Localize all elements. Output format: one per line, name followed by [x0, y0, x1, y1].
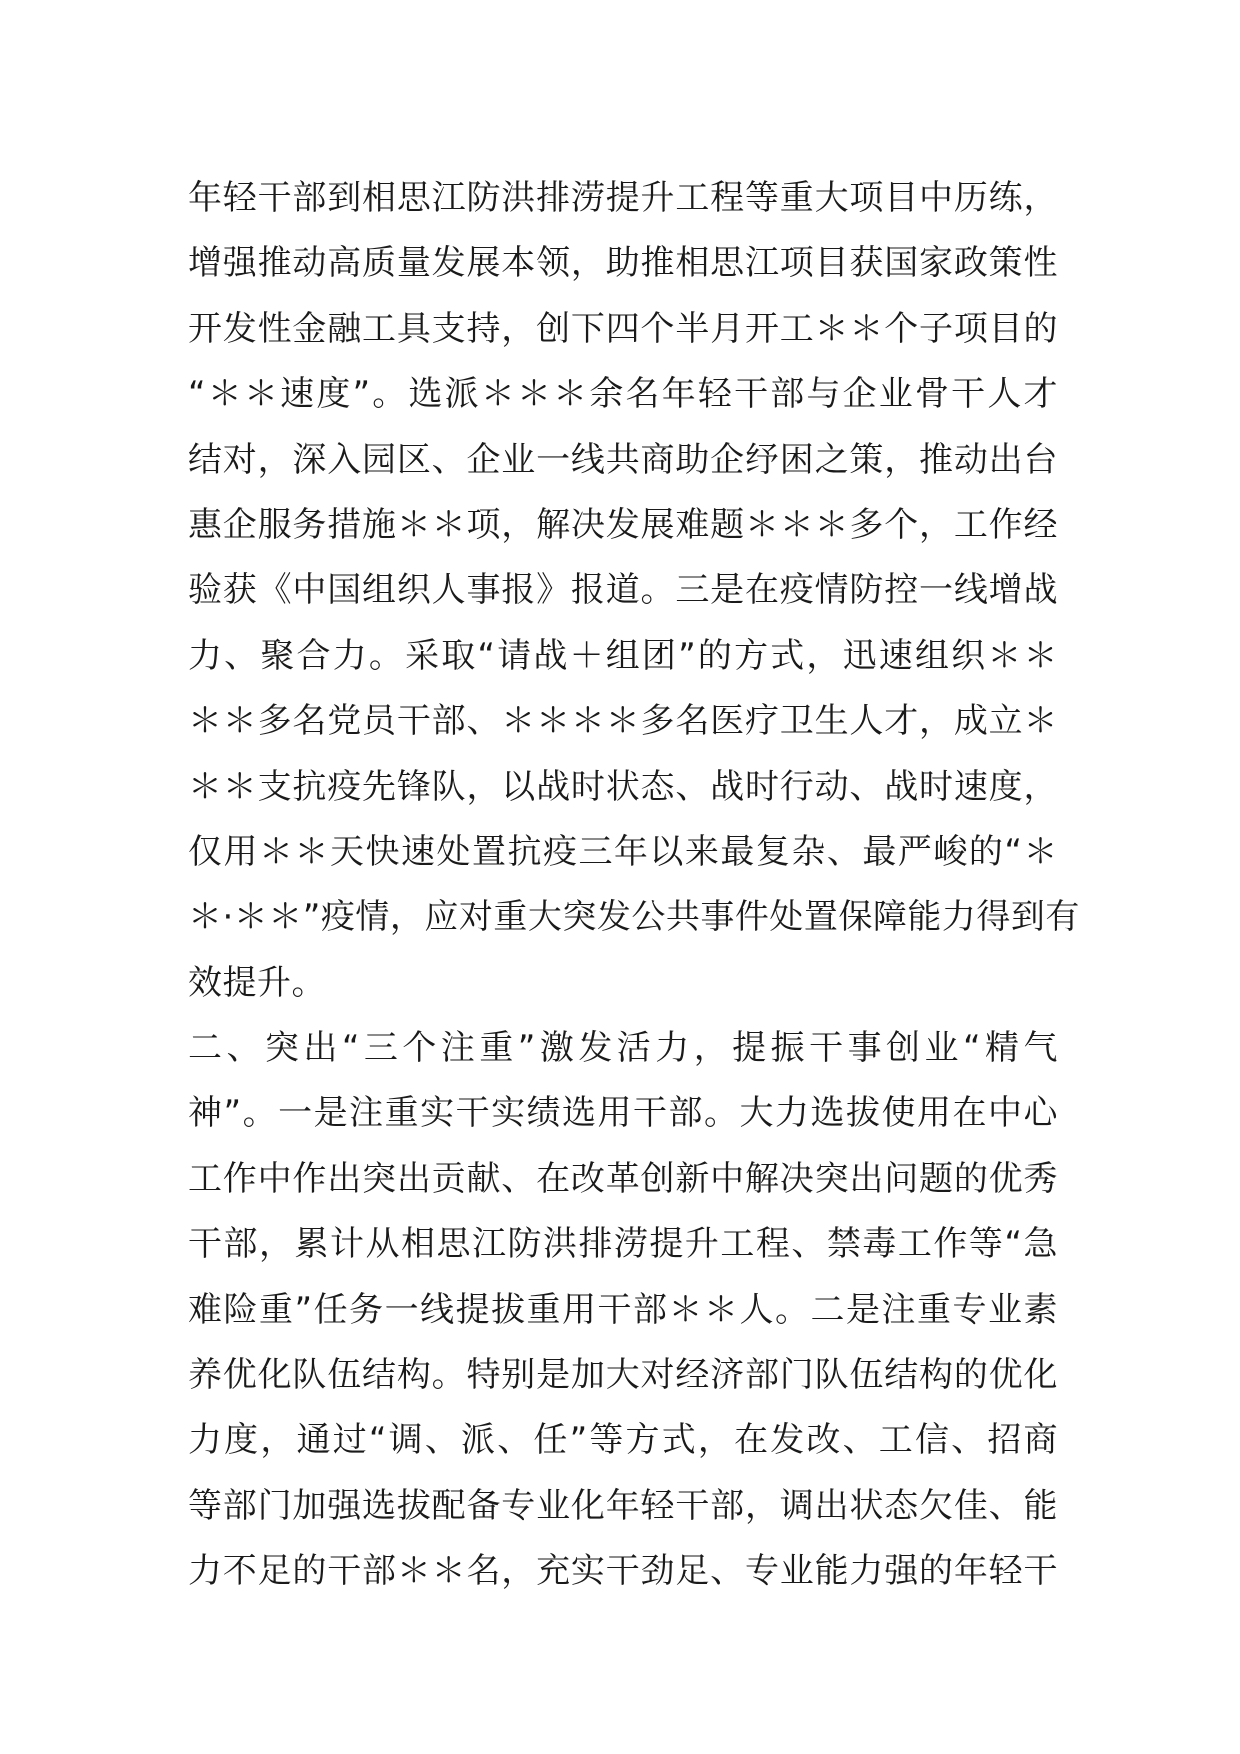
body-text	[188, 166, 1080, 1605]
text-line: 工作中作出突出贡献、在改革创新中解决突出问题的优秀	[188, 1158, 1058, 1199]
text-line: 增强推动高质量发展本领，助推相思江项目获国家政策性	[188, 243, 1058, 284]
text-line: 力、聚合力。采取“请战＋组团”的方式，迅速组织＊＊	[188, 635, 1058, 676]
text-line: 难险重”任务一线提拔重用干部＊＊人。二是注重专业素	[188, 1289, 1058, 1330]
text-line: 力不足的干部＊＊名，充实干劲足、专业能力强的年轻干	[188, 1551, 1058, 1592]
text-line: 开发性金融工具支持，创下四个半月开工＊＊个子项目的	[188, 308, 1058, 349]
text-line: 力度，通过“调、派、任”等方式，在发改、工信、招商	[188, 1420, 1058, 1461]
text-line: 结对，深入园区、企业一线共商助企纾困之策，推动出台	[188, 439, 1058, 480]
text-line: 神”。一是注重实干实绩选用干部。大力选拔使用在中心	[188, 1093, 1058, 1134]
text-line: 惠企服务措施＊＊项，解决发展难题＊＊＊多个，工作经	[188, 504, 1058, 545]
text-line: 效提升。	[188, 962, 326, 1003]
text-line: 验获《中国组织人事报》报道。三是在疫情防控一线增战	[188, 570, 1058, 611]
text-line: 年轻干部到相思江防洪排涝提升工程等重大项目中历练，	[188, 178, 1058, 218]
text-line: “＊＊速度”。选派＊＊＊余名年轻干部与企业骨干人才	[188, 374, 1058, 415]
text-line: 养优化队伍结构。特别是加大对经济部门队伍结构的优化	[188, 1355, 1058, 1396]
text-line: ＊＊多名党员干部、＊＊＊＊多名医疗卫生人才，成立＊	[188, 701, 1058, 742]
text-line: 等部门加强选拔配备专业化年轻干部，调出状态欠佳、能	[188, 1485, 1058, 1526]
text-line: ＊＊支抗疫先锋队，以战时状态、战时行动、战时速度，	[188, 766, 1058, 807]
text-line: 干部，累计从相思江防洪排涝提升工程、禁毒工作等“急	[188, 1224, 1058, 1265]
text-line: 仅用＊＊天快速处置抗疫三年以来最复杂、最严峻的“＊	[188, 831, 1058, 872]
text-line: ＊·＊＊”疫情，应对重大突发公共事件处置保障能力得到有	[188, 897, 1080, 938]
section-heading-line: 二、突出“三个注重”激发活力，提振干事创业“精气	[188, 1028, 1058, 1069]
